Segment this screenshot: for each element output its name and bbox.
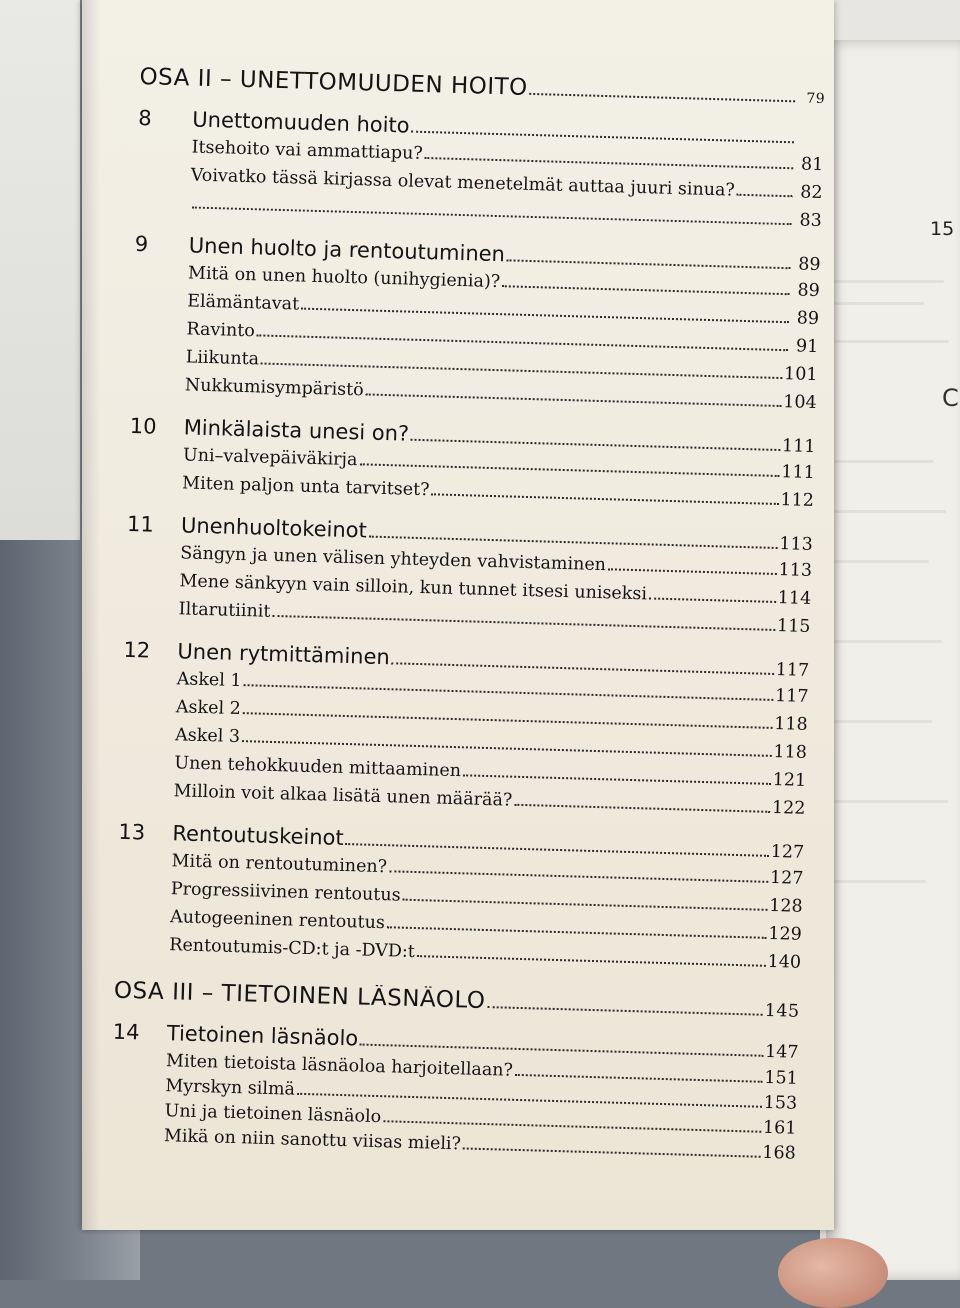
page-number: 89 — [796, 308, 820, 330]
dot-leader — [515, 1063, 763, 1082]
page-number: 127 — [769, 867, 804, 889]
entry-title: Uni–valvepäiväkirja — [182, 445, 358, 471]
entry-title: Sängyn ja unen välisen yhteyden vahvistaminen — [179, 543, 607, 576]
page-number: 83 — [799, 210, 823, 232]
part-title: OSA II – UNETTOMUUDEN HOITO — [139, 63, 529, 101]
dot-leader — [345, 830, 769, 856]
facing-page-glyph: C — [942, 384, 959, 412]
entry-title: Askel 3 — [174, 725, 241, 748]
dot-leader — [530, 79, 796, 102]
entry-title: Rentoutumis-CD:t ja -DVD:t — [169, 935, 416, 963]
entry-title: Miten tietoista läsnäoloa harjoitellaan? — [165, 1051, 514, 1081]
page-number: 81 — [800, 154, 824, 176]
entry-title: Voivatko tässä kirjassa olevat menetelmät auttaa juuri sinua? — [190, 165, 736, 201]
chapter-title: Minkälaista unesi on? — [183, 415, 410, 446]
chapter-title: Unen huolto ja rentoutuminen — [188, 233, 506, 267]
chapter-number: 11 — [126, 511, 155, 537]
entry-title: Mikä on niin sanottu viisas mieli? — [163, 1126, 462, 1155]
dot-leader — [392, 650, 775, 675]
page-number: 121 — [772, 769, 807, 791]
table-of-contents — [110, 60, 826, 1169]
page-number: 128 — [768, 895, 803, 917]
entry-title: Mene sänkyyn vain silloin, kun tunnet itsesi uniseksi — [179, 571, 648, 605]
dot-leader — [608, 558, 777, 575]
chapter-number: 13 — [118, 819, 146, 845]
entry-title: Milloin voit alkaa lisätä unen määrää? — [173, 781, 513, 811]
page-number: 151 — [764, 1067, 799, 1089]
facing-page-number: 15 — [930, 218, 955, 240]
background-paper-stack — [0, 0, 80, 540]
entry-title: Askel 1 — [176, 669, 242, 692]
chapter-title: Unettomuuden hoito — [192, 107, 410, 138]
page-number: 101 — [783, 364, 818, 386]
page-number: 127 — [770, 841, 805, 863]
entry-title: Itsehoito vai ammattiapu? — [191, 137, 424, 164]
page-number: 153 — [763, 1092, 798, 1114]
page-number: 113 — [778, 560, 813, 581]
page-number: 111 — [781, 436, 816, 458]
page-number: 118 — [774, 713, 808, 735]
dot-leader — [507, 247, 791, 270]
entry-title: Autogeeninen rentoutus — [169, 907, 386, 934]
chapter-number: 14 — [112, 1019, 140, 1045]
page-number: 168 — [762, 1142, 796, 1164]
page-number: 114 — [777, 588, 812, 609]
page-number: 91 — [795, 336, 819, 358]
chapter-number: 12 — [123, 637, 151, 663]
page-number: 112 — [780, 490, 815, 511]
facing-page — [826, 40, 960, 1280]
page-number — [796, 143, 824, 144]
chapter-title: Unen rytmittäminen — [177, 639, 391, 670]
entry-title: Unen tehokkuuden mittaaminen — [174, 753, 462, 782]
page-number: 145 — [764, 1000, 800, 1022]
dot-leader — [737, 183, 793, 197]
page-number: 117 — [774, 685, 809, 707]
entry-title: Miten paljon unta tarvitset? — [181, 473, 430, 501]
dot-leader — [514, 793, 770, 813]
page-number: 113 — [779, 534, 814, 555]
page-number: 89 — [797, 254, 821, 276]
entry-title: Mitä on unen huolto (unihygienia)? — [187, 263, 501, 293]
page-number: 117 — [775, 659, 810, 681]
entry-title: Ravinto — [186, 319, 256, 342]
chapter-number: 8 — [138, 105, 153, 131]
entry-title: Askel 2 — [175, 697, 242, 720]
chapter-title: Tietoinen läsnäolo — [166, 1021, 359, 1051]
part-title: OSA III – TIETOINEN LÄSNÄOLO — [113, 977, 486, 1015]
page-number: 79 — [806, 90, 826, 108]
page-number: 140 — [767, 951, 802, 973]
thumb — [778, 1238, 888, 1308]
entry-title: Myrskyn silmä — [165, 1076, 296, 1100]
dot-leader — [360, 1031, 763, 1057]
dot-leader — [369, 523, 778, 549]
entry-title: Liikunta — [185, 347, 260, 370]
page-number: 122 — [771, 797, 806, 819]
entry-title: Progressiivinen rentoutus — [170, 879, 401, 906]
dot-leader — [411, 426, 780, 451]
chapter-title: Unenhuoltokeinot — [180, 513, 368, 543]
page-number: 115 — [776, 616, 811, 637]
dot-leader — [411, 118, 794, 143]
part-heading — [114, 978, 801, 1025]
page-edge-shadow — [82, 0, 100, 1230]
entry-title: Uni ja tietoinen läsnäolo — [164, 1101, 382, 1128]
page-number: 82 — [799, 182, 823, 204]
page-number: 111 — [781, 462, 816, 483]
dot-leader — [487, 992, 763, 1015]
chapter-title: Rentoutuskeinot — [172, 821, 345, 850]
entry-title: Mitä on rentoutuminen? — [171, 851, 388, 878]
entry-title: Elämäntavat — [186, 291, 300, 315]
dot-leader — [649, 587, 776, 603]
page-number: 129 — [768, 923, 803, 945]
chapter-number: 10 — [129, 413, 157, 439]
page-number: 161 — [762, 1117, 797, 1139]
page-number: 89 — [797, 280, 821, 302]
entry-title: Nukkumisympäristö — [184, 375, 365, 401]
page-number: 147 — [764, 1041, 799, 1063]
page-number: 104 — [783, 392, 817, 414]
page-number: 118 — [773, 741, 808, 763]
entry-title: Iltarutiinit — [178, 599, 271, 622]
chapter-number: 9 — [134, 231, 149, 257]
